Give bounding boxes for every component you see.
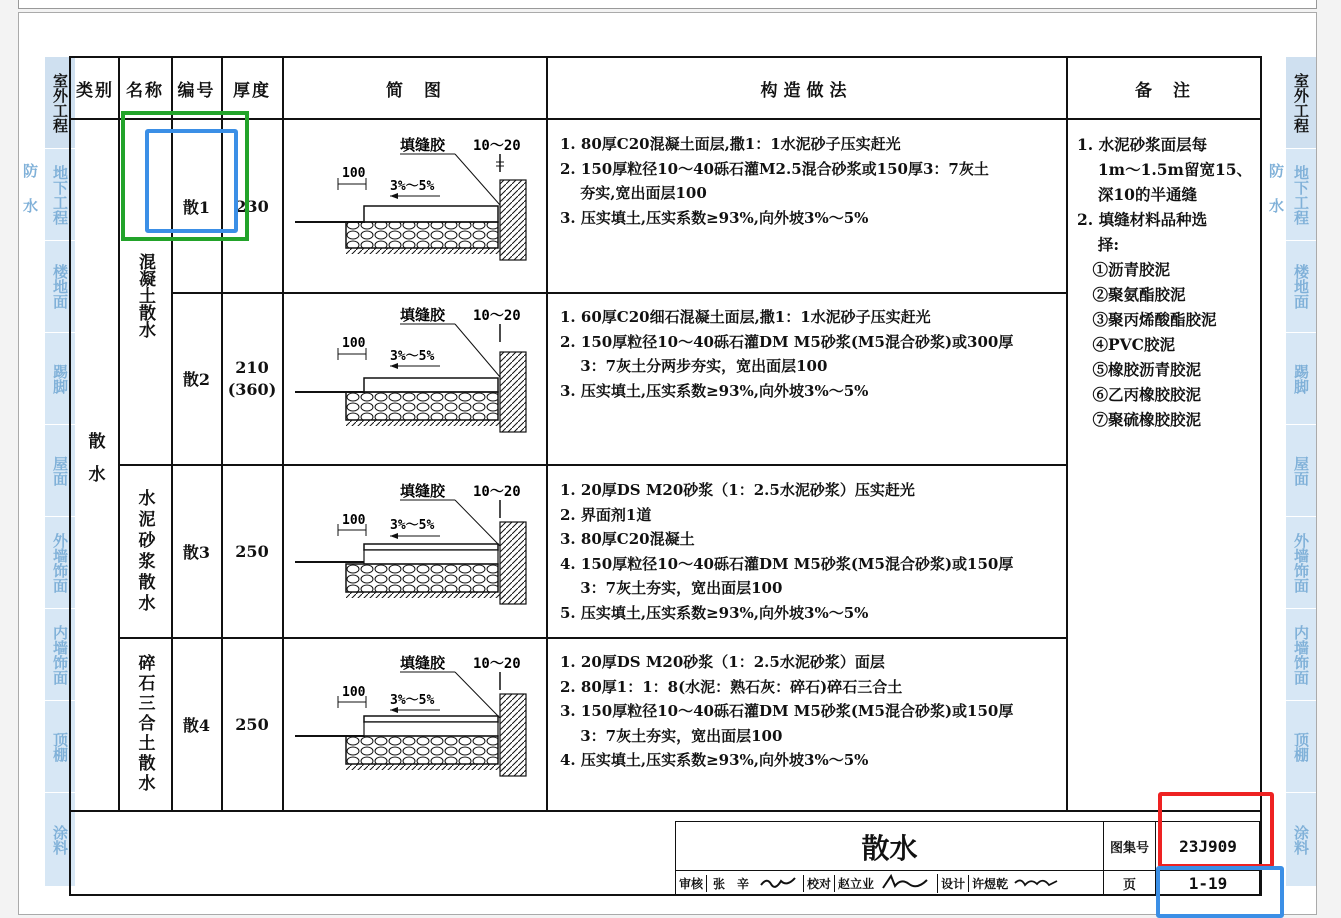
highlight-red-box (1158, 792, 1274, 868)
side-tab-ceiling[interactable]: 顶棚 (45, 701, 75, 793)
row3-name: 水泥砂浆散水 (134, 488, 155, 615)
side-tab-ceiling-right[interactable]: 顶棚 (1286, 701, 1316, 793)
highlight-blue-box-page (1156, 866, 1284, 918)
header-thickness: 厚度 (233, 80, 271, 101)
header-name: 名称 (126, 80, 164, 101)
row1-step: 3. 压实填土,压实系数≥93%,向外坡3%～5% (560, 208, 869, 227)
note-line: ③聚丙烯酸酯胶泥 (1077, 310, 1217, 329)
row2-step: 3：7灰土分两步夯实，宽出面层100 (560, 357, 828, 375)
side-tab-coating[interactable]: 涂料 (45, 793, 75, 887)
category-label: 散水 (84, 432, 105, 498)
side-tab-outdoor-right[interactable]: 室外工程 (1286, 57, 1316, 149)
row3-thickness: 250 (235, 541, 269, 561)
diagram-2-width: 100 (342, 336, 366, 351)
row2-step: 3. 压实填土,压实系数≥93%,向外坡3%～5% (560, 381, 869, 400)
row1-divider (171, 292, 1067, 294)
side-prefix-left: 防水 (21, 163, 39, 233)
diagram-1-sealant: 填缝胶 (400, 136, 446, 154)
note-line: 深10的半通缝 (1077, 185, 1197, 204)
side-tab-skirting-right[interactable]: 踢脚 (1286, 333, 1316, 425)
row4-steps (560, 650, 1060, 773)
atlas-label: 图集号 (1109, 841, 1149, 856)
diagram-4-sealant: 填缝胶 (400, 654, 446, 672)
row2-step: 1. 60厚C20细石混凝土面层,撒1：1水泥砂子压实赶光 (560, 308, 931, 326)
row3-step: 5. 压实填土,压实系数≥93%,向外坡3%～5% (560, 603, 869, 622)
reviewer-signature (755, 875, 804, 892)
designer-signature (1011, 875, 1061, 892)
row1-step: 夯实,宽出面层100 (560, 184, 707, 202)
diagram-4-gap: 10～20 (473, 656, 521, 672)
note-line: ⑦聚硫橡胶胶泥 (1077, 410, 1202, 429)
diagram-2-sealant: 填缝胶 (400, 306, 446, 324)
diagram-2-slope: 3%～5% (390, 349, 435, 364)
row4-step: 1. 20厚DS M20砂浆（1：2.5水泥砂浆）面层 (560, 653, 885, 671)
notes-column (1077, 132, 1259, 432)
signature-row (676, 871, 1103, 895)
drawing-title: 散水 (861, 831, 918, 865)
row1-step: 2. 150厚粒径10～40砾石灌M2.5混合砂浆或150厚3：7灰土 (560, 159, 989, 178)
note-line: ⑥乙丙橡胶胶泥 (1077, 385, 1202, 404)
side-tab-coating-right[interactable]: 涂料 (1286, 793, 1316, 887)
row4-name: 碎石三合土散水 (134, 654, 155, 794)
header-method: 构造做法 (760, 80, 853, 101)
diagram-4 (290, 646, 540, 790)
table-bottom-divider (70, 810, 1261, 812)
row3-step: 2. 界面剂1道 (560, 505, 652, 524)
atlas-number: 23J909 (1179, 837, 1237, 856)
col-divider-5 (546, 58, 548, 810)
note-line: ①沥青胶泥 (1077, 260, 1171, 279)
design-label: 设计 (938, 875, 969, 892)
note-line: ④PVC胶泥 (1077, 335, 1176, 354)
diagram-1 (290, 130, 540, 274)
row1-code: 散1 (182, 197, 211, 217)
side-tab-outdoor[interactable]: 室外工程 (45, 57, 75, 149)
row4-step: 2. 80厚1：1：8(水泥：熟石灰：碎石)碎石三合土 (560, 677, 903, 696)
diagram-1-width: 100 (342, 166, 366, 181)
row2-thickness-alt: (360) (227, 379, 277, 399)
row3-step: 3：7灰土夯实，宽出面层100 (560, 579, 783, 597)
row3-step: 4. 150厚粒径10～40砾石灌DM M5砂浆(M5混合砂浆)或150厚 (560, 554, 1014, 573)
side-tab-floor[interactable]: 楼地面 (45, 241, 75, 333)
side-tab-underground-right[interactable]: 地下工程 (1286, 149, 1316, 241)
side-tab-interior-wall-right[interactable]: 内墙饰面 (1286, 609, 1316, 701)
note-line: 1. 水泥砂浆面层每 (1077, 135, 1208, 154)
review-label: 审核 (676, 875, 707, 892)
diagram-3-sealant: 填缝胶 (400, 482, 446, 500)
note-line: ②聚氨酯胶泥 (1077, 285, 1186, 304)
row4-step: 3：7灰土夯实，宽出面层100 (560, 726, 783, 745)
header-category: 类别 (76, 80, 114, 101)
row1-thickness: 230 (235, 196, 269, 216)
note-line: 2. 填缝材料品种选 (1077, 210, 1208, 229)
reviewer-name: 张 辛 (713, 876, 750, 891)
diagram-2 (290, 302, 540, 446)
highlight-blue-box (145, 129, 238, 233)
row4-thickness: 250 (235, 714, 269, 734)
col-divider-6 (1066, 58, 1068, 810)
diagram-3-slope: 3%～5% (390, 518, 435, 533)
side-tab-exterior-wall[interactable]: 外墙饰面 (45, 517, 75, 609)
side-tab-underground[interactable]: 地下工程 (45, 149, 75, 241)
diagram-1-gap: 10～20 (473, 138, 521, 154)
row4-step: 3. 150厚粒径10～40砾石灌DM M5砂浆(M5混合砂浆)或150厚 (560, 702, 1014, 720)
note-line: 1m～1.5m留宽15、 (1077, 160, 1253, 179)
row1-step: 1. 80厚C20混凝土面层,撒1：1水泥砂子压实赶光 (560, 135, 901, 153)
row1-steps (560, 132, 1060, 230)
side-tab-roof-right[interactable]: 屋面 (1286, 425, 1316, 517)
row4-step: 4. 压实填土,压实系数≥93%,向外坡3%～5% (560, 751, 869, 769)
col-divider-4 (282, 58, 284, 810)
checker-signature (877, 874, 938, 893)
row2-steps (560, 305, 1060, 403)
row3-step: 1. 20厚DS M20砂浆（1：2.5水泥砂浆）压实赶光 (560, 481, 915, 499)
diagram-3-gap: 10～20 (473, 484, 521, 500)
page-label: 页 (1122, 877, 1136, 893)
designer-name: 许煜乾 (972, 876, 1009, 891)
row2-code: 散2 (182, 370, 211, 389)
side-tab-floor-right[interactable]: 楼地面 (1286, 241, 1316, 333)
header-diagram: 简 图 (386, 80, 443, 101)
side-tab-exterior-wall-right[interactable]: 外墙饰面 (1286, 517, 1316, 609)
row3-step: 3. 80厚C20混凝土 (560, 530, 695, 548)
row1-name: 混凝土散水 (135, 252, 155, 338)
page-number: 1-19 (1188, 873, 1228, 893)
diagram-3-width: 100 (342, 513, 366, 528)
diagram-4-width: 100 (342, 685, 366, 700)
right-side-tabs (1286, 57, 1316, 887)
diagram-3 (290, 474, 540, 618)
header-code: 编号 (177, 80, 216, 101)
row3-code: 散3 (182, 542, 211, 562)
row2-thickness-cell (222, 293, 282, 464)
diagram-1-slope: 3%～5% (390, 179, 435, 194)
side-tab-interior-wall[interactable]: 内墙饰面 (45, 609, 75, 701)
row3-steps (560, 478, 1060, 625)
header-notes: 备 注 (1135, 80, 1192, 101)
row4-code: 散4 (182, 715, 211, 735)
checker-name: 赵立业 (838, 876, 875, 891)
note-line: ⑤橡胶沥青胶泥 (1077, 360, 1202, 379)
row2-thickness: 210 (235, 357, 269, 377)
side-prefix-right: 防水 (1267, 163, 1285, 233)
diagram-2-gap: 10～20 (473, 308, 521, 324)
note-line: 择: (1077, 235, 1120, 254)
diagram-4-slope: 3%～5% (390, 693, 435, 708)
side-tab-skirting[interactable]: 踢脚 (45, 333, 75, 425)
check-label: 校对 (804, 875, 835, 892)
side-tab-roof[interactable]: 屋面 (45, 425, 75, 517)
viewer-top-bar (18, 0, 1317, 9)
row2-step: 2. 150厚粒径10～40砾石灌DM M5砂浆(M5混合砂浆)或300厚 (560, 332, 1014, 351)
